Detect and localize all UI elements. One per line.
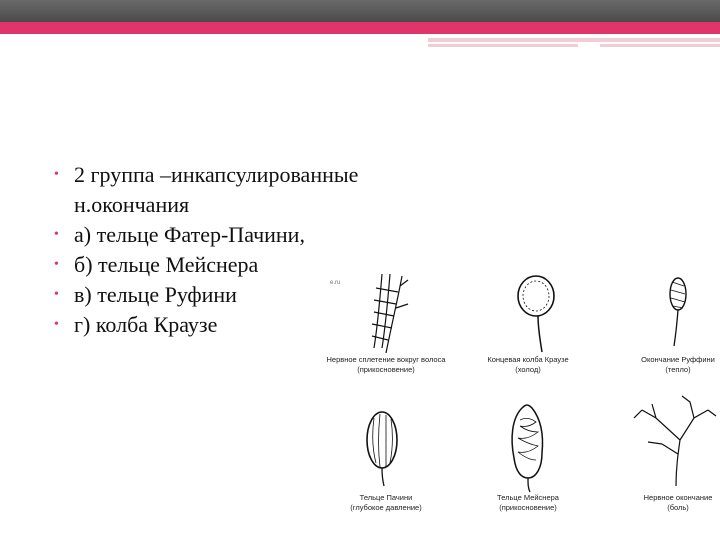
bullet-dot: • [54, 227, 59, 242]
hair-plexus-drawing [372, 274, 408, 353]
krause-bulb-drawing [518, 276, 554, 352]
pacinian-corpuscle-drawing [367, 412, 397, 486]
bullet-dot: • [54, 257, 59, 272]
ruffini-ending-drawing [670, 278, 686, 346]
caption-meissner: Тельце Мейснера [497, 493, 559, 502]
bullet-text: г) колба Краузе [74, 312, 218, 337]
meissner-corpuscle-drawing [512, 405, 542, 492]
free-nerve-ending-drawing [634, 396, 716, 486]
bullet-item [54, 160, 484, 220]
bullet-text: в) тельце Руфини [74, 282, 237, 307]
caption-pacinian: Тельце Пачини [359, 493, 413, 502]
bullet-dot: • [54, 287, 59, 302]
bullet-text: б) тельце Мейснера [74, 252, 259, 277]
title-underline-short-left [428, 44, 578, 47]
caption-krause-bulb-sub: (холод) [515, 365, 541, 374]
caption-ruffini-sub: (тепло) [665, 365, 691, 374]
receptor-illustration [316, 268, 720, 520]
caption-krause-bulb: Концевая колба Краузе [487, 355, 569, 364]
bullet-item [54, 220, 484, 250]
caption-meissner-sub: (прикосновение) [499, 503, 557, 512]
caption-free-ending-sub: (боль) [667, 503, 689, 512]
caption-hair-plexus-sub: (прикосновение) [357, 365, 415, 374]
watermark-text: e.ru [330, 280, 341, 286]
accent-bar [0, 22, 720, 34]
receptor-figure [316, 268, 720, 520]
bullet-dot: • [54, 317, 59, 332]
title-underline [428, 38, 720, 42]
caption-free-ending: Нервное окончание [643, 493, 713, 502]
bullet-dot: • [54, 167, 59, 182]
header-bar [0, 0, 720, 22]
caption-pacinian-sub: (глубокое давление) [350, 503, 422, 512]
bullet-text-continuation: н.окончания [74, 192, 190, 217]
caption-ruffini: Окончание Руффини [641, 355, 715, 364]
title-underline-short-right [600, 44, 720, 47]
bullet-text: 2 группа –инкапсулированные [74, 162, 359, 187]
bullet-text: а) тельце Фатер-Пачини, [74, 222, 305, 247]
caption-hair-plexus: Нервное сплетение вокруг волоса [326, 355, 446, 364]
